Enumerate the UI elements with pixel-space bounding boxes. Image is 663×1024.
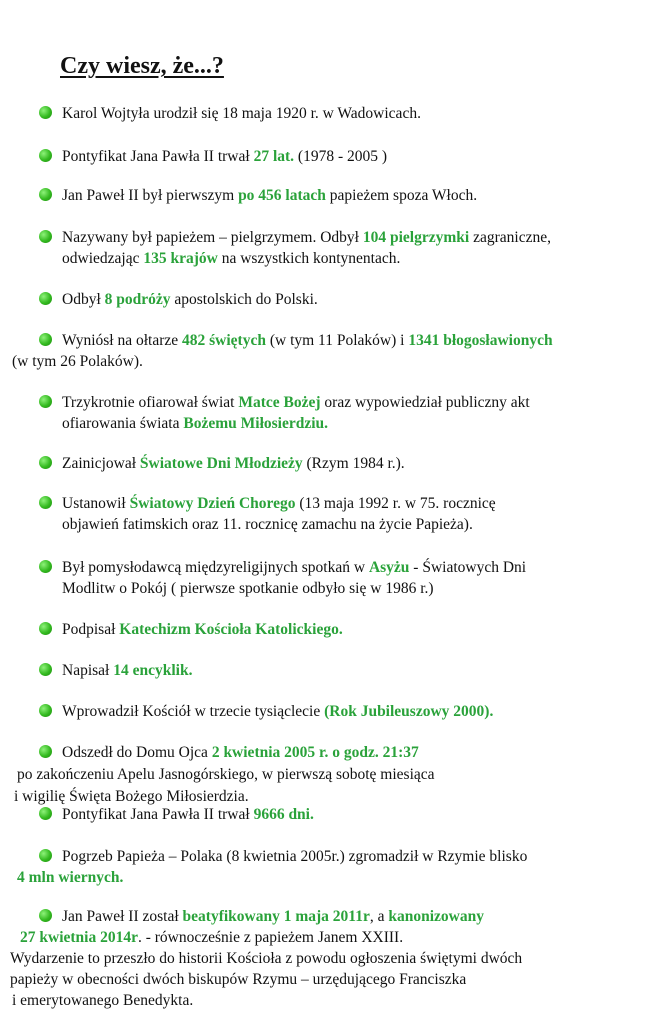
bullet-icon — [39, 292, 52, 305]
fact-line — [62, 619, 343, 640]
highlight-text: 2 kwietnia 2005 r. o godz. 21:37 — [211, 744, 419, 761]
fact-text: Ustanowił — [62, 495, 130, 512]
fact-line — [17, 764, 435, 786]
fact-text: Pogrzeb Papieża – Polaka (8 kwietnia 2005r.) zgromadził w Rzymie blisko — [62, 848, 528, 865]
fact-text: objawień fatimskich oraz 11. rocznicę zamachu na życie Papieża). — [62, 516, 473, 533]
highlight-text: 8 podróży — [104, 291, 171, 308]
fact-text: (1978 - 2005 ) — [294, 148, 388, 165]
bullet-icon — [39, 106, 52, 119]
fact-line — [12, 990, 522, 1011]
fact-item — [10, 906, 523, 1011]
bullet-icon — [39, 622, 52, 635]
fact-line — [17, 867, 527, 888]
fact-line — [20, 927, 522, 948]
page-title: Czy wiesz, że...? — [60, 53, 224, 79]
highlight-text: Bożemu Miłosierdziu. — [183, 415, 329, 432]
fact-item — [62, 557, 526, 599]
highlight-text: beatyfikowany 1 maja 2011r — [182, 908, 370, 925]
fact-text: Zainicjował — [62, 455, 140, 472]
fact-text: Wydarzenie to przeszło do historii Kościoła z powodu ogłoszenia świętymi dwóch — [10, 950, 523, 967]
fact-item — [12, 330, 553, 372]
fact-item — [17, 846, 528, 888]
fact-line — [62, 701, 493, 722]
fact-text: Odbył — [62, 291, 105, 308]
highlight-text: 135 krajów — [143, 250, 218, 267]
fact-text: (13 maja 1992 r. w 75. rocznicę — [295, 495, 496, 512]
fact-item — [14, 742, 435, 808]
fact-text: Trzykrotnie ofiarował świat — [62, 394, 239, 411]
highlight-text: 27 lat. — [253, 148, 295, 165]
fact-item — [62, 392, 530, 434]
highlight-text: Asyżu — [368, 559, 410, 576]
fact-line — [62, 557, 526, 578]
fact-item — [62, 701, 493, 722]
highlight-text: (Rok Jubileuszowy 2000). — [324, 703, 494, 720]
highlight-text: 14 encyklik. — [113, 662, 193, 679]
fact-text: - Światowych Dni — [409, 559, 527, 576]
fact-line — [62, 514, 496, 535]
fact-item — [62, 453, 405, 474]
fact-text: na wszystkich kontynentach. — [217, 250, 401, 267]
fact-line — [62, 453, 405, 474]
fact-item — [62, 227, 551, 269]
fact-line — [62, 493, 496, 514]
fact-line — [62, 846, 527, 867]
fact-line — [10, 969, 522, 990]
fact-item — [62, 146, 387, 167]
highlight-text: kanonizowany — [388, 908, 484, 925]
bullet-icon — [39, 456, 52, 469]
fact-line — [62, 248, 551, 269]
fact-text: (Rzym 1984 r.). — [302, 455, 405, 472]
fact-item — [62, 103, 421, 124]
fact-text: oraz wypowiedział publiczny akt — [320, 394, 530, 411]
highlight-text: Światowy Dzień Chorego — [129, 495, 296, 512]
fact-text: Wyniósł na ołtarze — [62, 332, 183, 349]
fact-line — [62, 392, 530, 413]
bullet-icon — [39, 745, 52, 758]
highlight-text: Światowe Dni Młodzieży — [139, 455, 303, 472]
fact-text: Karol Wojtyła urodził się 18 maja 1920 r. w Wadowicach. — [62, 105, 421, 122]
fact-text: Jan Paweł II był pierwszym — [62, 187, 239, 204]
highlight-text: po 456 latach — [238, 187, 326, 204]
bullet-icon — [39, 849, 52, 862]
highlight-text: Matce Bożej — [238, 394, 321, 411]
bullet-icon — [39, 333, 52, 346]
fact-line — [62, 413, 530, 434]
fact-line — [62, 103, 421, 124]
bullet-icon — [39, 188, 52, 201]
fact-item — [62, 289, 318, 310]
fact-text: Podpisał — [62, 621, 120, 638]
fact-text: Napisał — [62, 662, 114, 679]
fact-item — [62, 660, 192, 681]
fact-text: Pontyfikat Jana Pawła II trwał — [62, 806, 254, 823]
fact-text: (w tym 11 Polaków) i — [265, 332, 409, 349]
highlight-text: 4 mln wiernych. — [17, 869, 124, 886]
fact-text: zagraniczne, — [469, 229, 551, 246]
highlight-text: 482 świętych — [182, 332, 266, 349]
fact-text: Wprowadził Kościół w trzecie tysiąclecie — [62, 703, 325, 720]
bullet-icon — [39, 560, 52, 573]
bullet-icon — [39, 909, 52, 922]
fact-text: i emerytowanego Benedykta. — [12, 992, 194, 1009]
fact-text: papieżem spoza Włoch. — [325, 187, 478, 204]
fact-text: Pontyfikat Jana Pawła II trwał — [62, 148, 254, 165]
fact-text: Jan Paweł II został — [62, 908, 183, 925]
fact-text: po zakończeniu Apelu Jasnogórskiego, w pierwszą sobotę miesiąca — [17, 766, 435, 783]
fact-line — [62, 742, 435, 764]
fact-item — [62, 493, 496, 535]
fact-text: Był pomysłodawcą międzyreligijnych spotkań w — [62, 559, 369, 576]
fact-item — [62, 619, 343, 640]
highlight-text: 9666 dni. — [253, 806, 314, 823]
fact-line — [12, 351, 553, 372]
fact-line — [62, 146, 387, 167]
fact-line — [62, 660, 192, 681]
fact-line — [62, 906, 522, 927]
fact-line — [62, 804, 314, 825]
fact-line — [62, 289, 318, 310]
highlight-text: 1341 błogosławionych — [408, 332, 553, 349]
highlight-text: 104 pielgrzymki — [362, 229, 470, 246]
bullet-icon — [39, 663, 52, 676]
fact-item — [62, 185, 477, 206]
fact-text: Nazywany był papieżem – pielgrzymem. Odbył — [62, 229, 363, 246]
fact-line — [62, 330, 553, 351]
fact-text: Odszedł do Domu Ojca — [62, 744, 212, 761]
fact-text: Modlitw o Pokój ( pierwsze spotkanie odbyło się w 1986 r.) — [62, 580, 434, 597]
fact-text: ofiarowania świata — [62, 415, 184, 432]
bullet-icon — [39, 704, 52, 717]
fact-text: i wigilię Święta Bożego Miłosierdzia. — [14, 788, 249, 805]
fact-line — [62, 185, 477, 206]
fact-line — [62, 578, 526, 599]
fact-text: , a — [369, 908, 389, 925]
bullet-icon — [39, 230, 52, 243]
fact-text: apostolskich do Polski. — [170, 291, 318, 308]
bullet-icon — [39, 496, 52, 509]
fact-text: . - równocześnie z papieżem Janem XXIII. — [137, 929, 404, 946]
fact-item — [62, 804, 314, 825]
fact-text: odwiedzając — [62, 250, 144, 267]
fact-line — [10, 948, 522, 969]
fact-text: (w tym 26 Polaków). — [12, 353, 143, 370]
highlight-text: 27 kwietnia 2014r — [20, 929, 138, 946]
highlight-text: Katechizm Kościoła Katolickiego. — [119, 621, 343, 638]
bullet-icon — [39, 395, 52, 408]
bullet-icon — [39, 807, 52, 820]
fact-line — [62, 227, 551, 248]
fact-text: papieży w obecności dwóch biskupów Rzymu – urzędującego Franciszka — [10, 971, 467, 988]
bullet-icon — [39, 149, 52, 162]
